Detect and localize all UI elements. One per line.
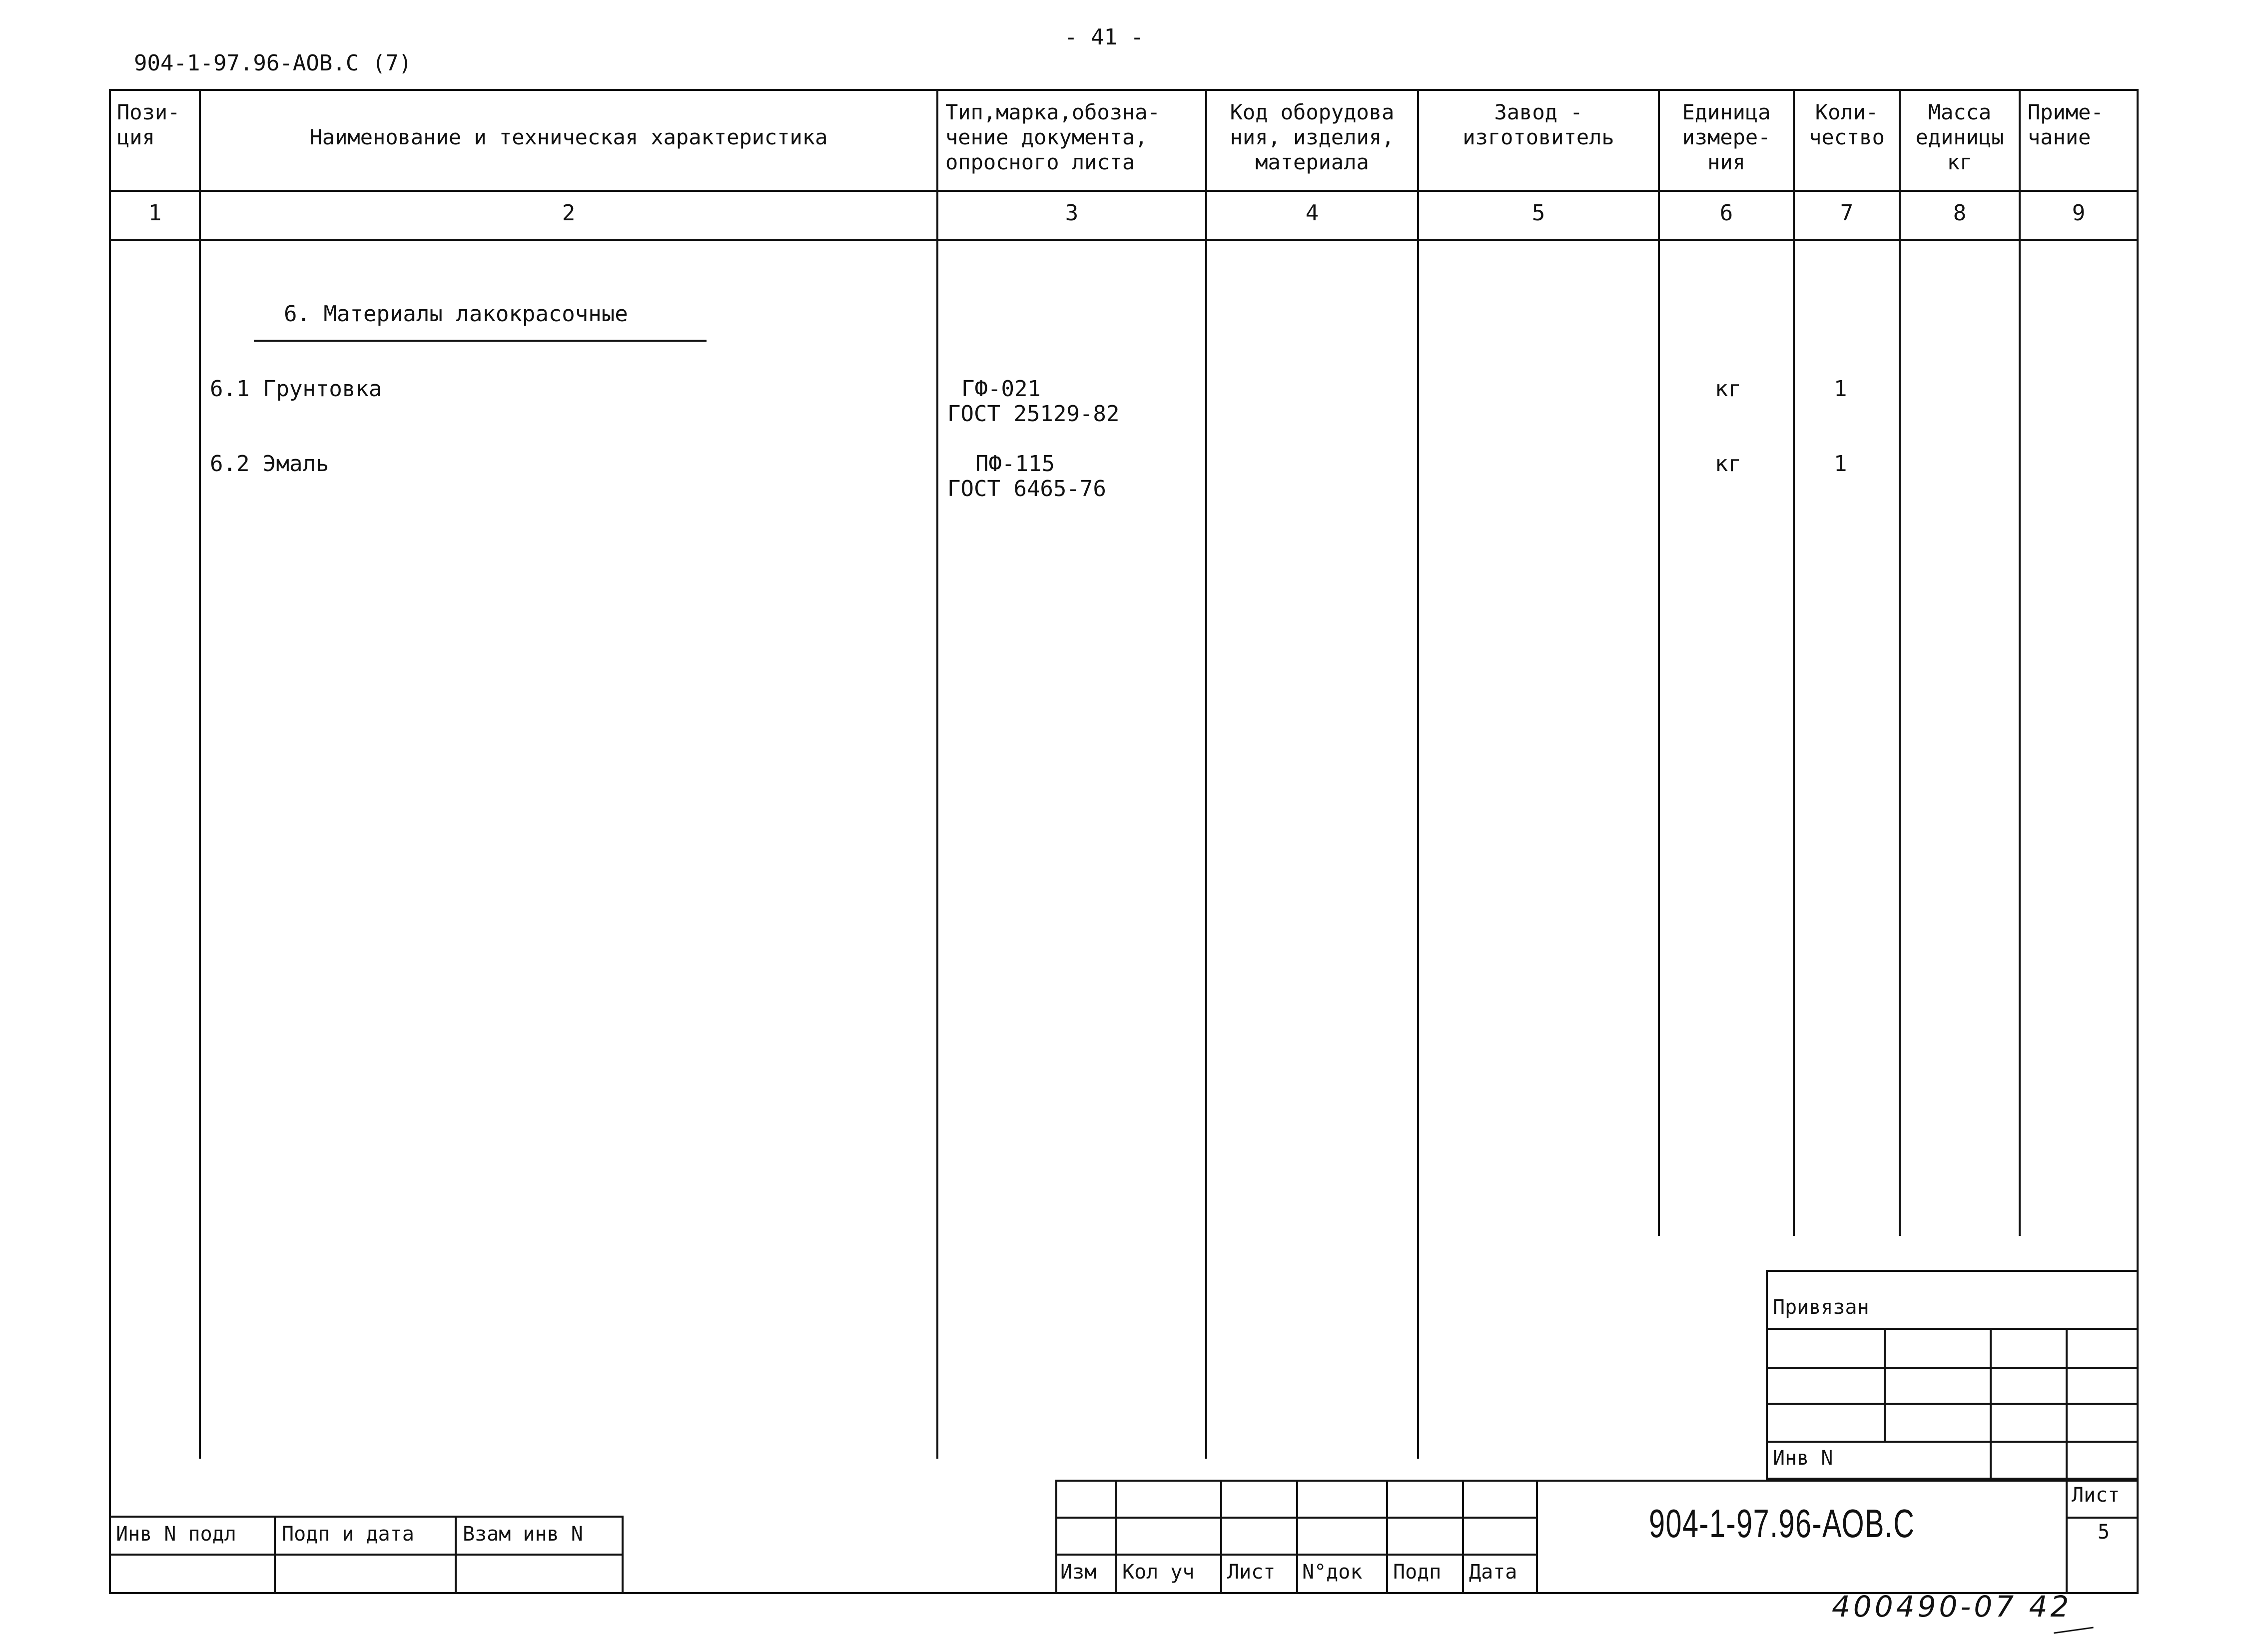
sheet-label: Лист — [2072, 1484, 2120, 1507]
row-unit: кг — [1715, 451, 1741, 477]
column-number-3: 3 — [1065, 200, 1079, 226]
kol-uch-label: Кол уч — [1122, 1561, 1195, 1584]
podp-data-label: Подп и дата — [282, 1523, 414, 1546]
header-position: Пози- ция — [117, 100, 180, 149]
privyazan-inv-n-label: Инв N — [1773, 1447, 1833, 1470]
handwritten-archive-number: 400490-07 42 — [1832, 1590, 2072, 1624]
row-name: 6.1 Грунтовка — [210, 376, 382, 402]
page-number: - 41 - — [1064, 24, 1144, 50]
izm-label: Изм — [1060, 1561, 1097, 1584]
row-standard: ГОСТ 25129-82 — [947, 401, 1120, 427]
header-name: Наименование и техническая характеристика — [309, 125, 828, 149]
document-code-top: 904-1-97.96-АОВ.С (7) — [134, 50, 412, 76]
document-code-stamp: 904-1-97.96-АОВ.С — [1649, 1501, 1915, 1546]
privyazan-label: Привязан — [1773, 1296, 1869, 1319]
header-quantity: Коли- чество — [1809, 100, 1885, 149]
inv-podl-label: Инв N подл — [116, 1523, 236, 1546]
column-number-9: 9 — [2072, 200, 2086, 226]
n-dok-label: N°док — [1302, 1561, 1363, 1584]
header-unit: Единица измере- ния — [1682, 100, 1771, 174]
header-note: Приме- чание — [2028, 100, 2104, 149]
column-number-1: 1 — [148, 200, 162, 226]
data-label: Дата — [1469, 1561, 1517, 1584]
header-mass: Масса единицы кг — [1915, 100, 2004, 174]
header-code: Код оборудова ния, изделия, материала — [1230, 100, 1395, 174]
section-title: 6. Материалы лакокрасочные — [284, 301, 628, 327]
row-name: 6.2 Эмаль — [210, 451, 329, 477]
header-manufacturer: Завод - изготовитель — [1463, 100, 1614, 149]
column-number-5: 5 — [1531, 200, 1545, 226]
row-standard: ГОСТ 6465-76 — [947, 476, 1106, 502]
section-title-underline — [254, 340, 707, 342]
column-number-6: 6 — [1719, 200, 1733, 226]
handwritten-underline — [2054, 1627, 2094, 1634]
column-number-8: 8 — [1953, 200, 1967, 226]
row-unit: кг — [1715, 376, 1741, 402]
sheet-number: 5 — [2098, 1521, 2110, 1544]
column-number-2: 2 — [562, 200, 576, 226]
podp-label: Подп — [1393, 1561, 1442, 1584]
vzam-inv-label: Взам инв N — [463, 1523, 583, 1546]
header-type: Тип,марка,обозна- чение документа, опросного листа — [945, 100, 1160, 174]
column-number-7: 7 — [1840, 200, 1854, 226]
row-quantity: 1 — [1834, 451, 1847, 477]
row-quantity: 1 — [1834, 376, 1847, 402]
row-type: ГФ-021 — [961, 376, 1041, 402]
list-label: Лист — [1227, 1561, 1276, 1584]
column-number-4: 4 — [1305, 200, 1319, 226]
row-type: ПФ-115 — [975, 451, 1055, 477]
